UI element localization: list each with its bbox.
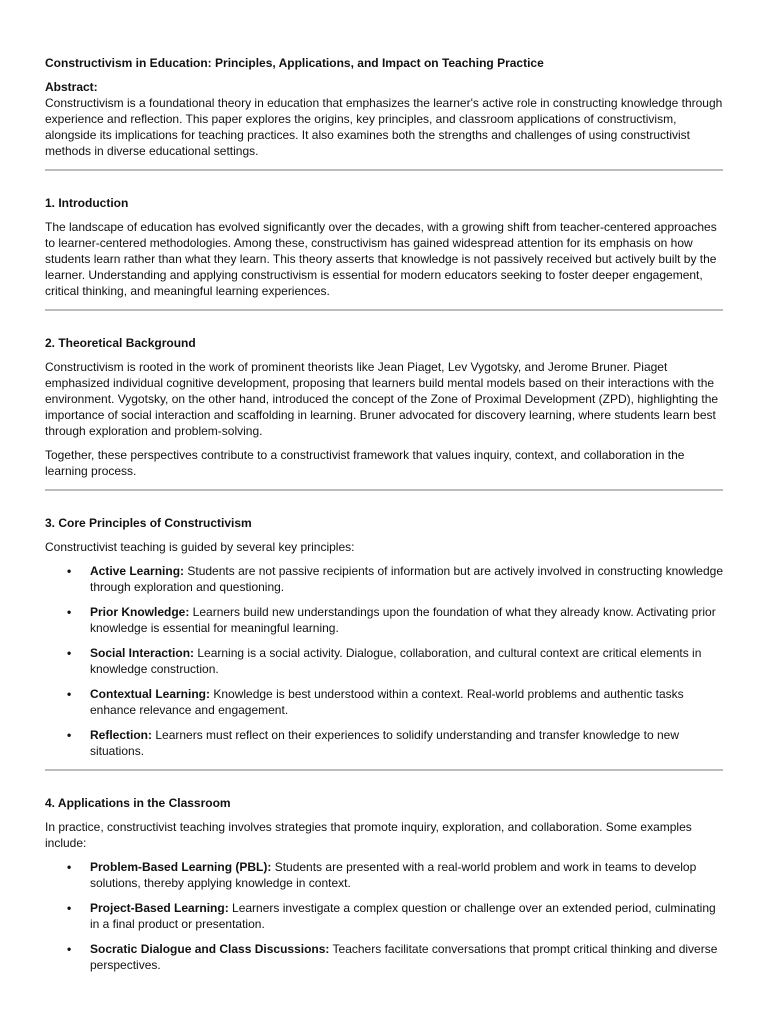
bullet-icon: • [67,646,72,660]
list-item-term: Active Learning: [90,564,185,578]
section-paragraph: The landscape of education has evolved significantly over the decades, with a growing shift from teacher-centered approaches to learner-centered methodologies. Among these, constructivism has gained widespread attention for its emphasis on how students learn rather than what they learn. This theory asserts that knowledge is not passively received but actively built by the learner. Understanding and applying constructivism is essential for modern educators seeking to foster deeper engagement, critical thinking, and meaningful learning experiences. [45,220,717,298]
list-item-term: Reflection: [90,728,153,742]
list-item-term: Contextual Learning: [90,687,211,701]
section-heading: 3. Core Principles of Constructivism [45,516,252,530]
list-item-text: Knowledge is best understood within a context. Real-world problems and authentic tasks enhance relevance and engagement. [90,687,684,717]
list-item-text: Learners investigate a complex question or challenge over an extended period, culminating in a final product or presentation. [90,901,716,931]
section-intro: Constructivist teaching is guided by several key principles: [45,540,355,554]
section-paragraph: Together, these perspectives contribute to a constructivist framework that values inquiry, context, and collaboration in the learning process. [45,448,685,478]
section-core-principles [45,515,723,759]
section-divider [45,769,723,771]
section-applications [45,795,723,973]
bullet-icon: • [67,860,72,874]
section-divider [45,489,723,491]
list-item [45,604,723,636]
list-item [45,900,723,932]
list-item [45,941,723,973]
list-item-text: Students are presented with a real-world problem and work in teams to develop solutions, thereby applying knowledge in context. [90,860,697,890]
list-item-term: Project-Based Learning: [90,901,229,915]
section-introduction [45,195,723,299]
bullet-icon: • [67,564,72,578]
list-item [45,727,723,759]
abstract-text: Constructivism is a foundational theory in education that emphasizes the learner's active role in constructing knowledge through experience and reflection. This paper explores the origins, key principles, and classroom applications of constructivism, alongside its implications for teaching practices. It also examines both the strengths and challenges of using constructivist methods in diverse educational settings. [45,96,723,158]
list-item [45,686,723,718]
list-item [45,859,723,891]
bullet-icon: • [67,687,72,701]
principles-list [45,563,723,759]
list-item [45,645,723,677]
section-divider [45,169,723,171]
list-item-term: Social Interaction: [90,646,195,660]
bullet-icon: • [67,728,72,742]
list-item-term: Problem-Based Learning (PBL): [90,860,272,874]
section-theoretical-background [45,335,723,479]
document-title: Constructivism in Education: Principles, Applications, and Impact on Teaching Practice [45,56,544,70]
section-paragraph: Constructivism is rooted in the work of prominent theorists like Jean Piaget, Lev Vygotsky, and Jerome Bruner. Piaget emphasized individual cognitive development, proposing that learners build mental models based on their interactions with the environment. Vygotsky, on the other hand, introduced the concept of the Zone of Proximal Development (ZPD), highlighting the importance of social interaction and scaffolding in learning. Bruner advocated for discovery learning, where students learn best through exploration and problem-solving. [45,360,719,438]
bullet-icon: • [67,942,72,956]
abstract-label: Abstract: [45,80,98,94]
section-heading: 1. Introduction [45,196,129,210]
list-item-term: Socratic Dialogue and Class Discussions: [90,942,330,956]
applications-list [45,859,723,973]
bullet-icon: • [67,605,72,619]
section-heading: 4. Applications in the Classroom [45,796,231,810]
list-item [45,563,723,595]
list-item-term: Prior Knowledge: [90,605,190,619]
section-divider [45,309,723,311]
list-item-text: Teachers facilitate conversations that prompt critical thinking and diverse perspectives. [90,942,718,972]
section-heading: 2. Theoretical Background [45,336,196,350]
list-item-text: Learners must reflect on their experiences to solidify understanding and transfer knowledge to new situations. [90,728,679,758]
list-item-text: Students are not passive recipients of information but are actively involved in constructing knowledge through exploration and questioning. [90,564,723,594]
list-item-text: Learners build new understandings upon the foundation of what they already know. Activating prior knowledge is essential for meaningful learning. [90,605,716,635]
section-intro: In practice, constructivist teaching involves strategies that promote inquiry, exploration, and collaboration. Some examples include: [45,820,692,850]
list-item-text: Learning is a social activity. Dialogue, collaboration, and cultural context are critical elements in knowledge construction. [90,646,702,676]
bullet-icon: • [67,901,72,915]
